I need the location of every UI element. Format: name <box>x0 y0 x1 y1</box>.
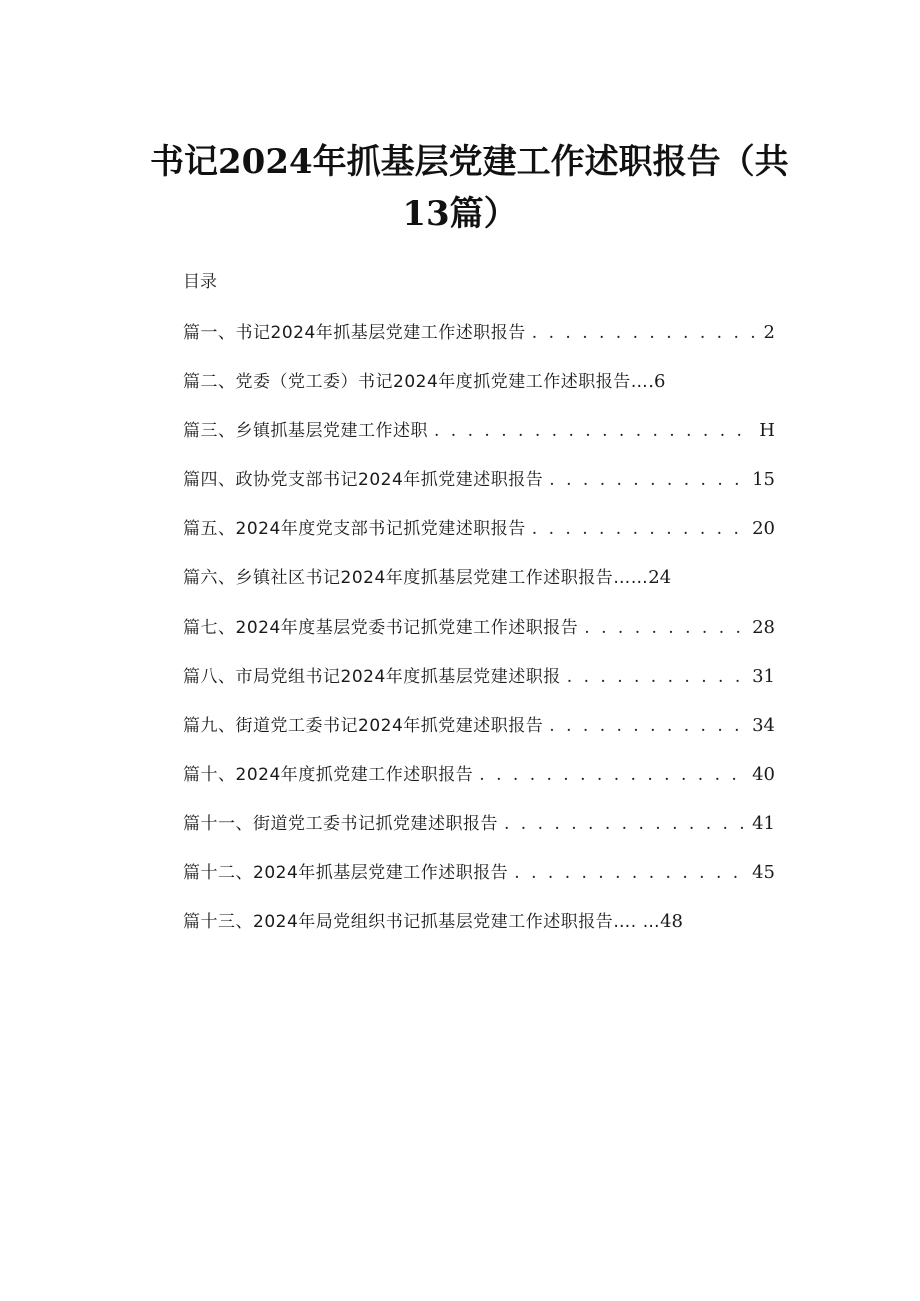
toc-page-number: .6 <box>648 371 666 393</box>
toc-entry-title: 篇七、2024年度基层党委书记抓党建工作述职报告 <box>183 617 579 638</box>
toc-entry[interactable] <box>183 860 775 909</box>
toc-heading: 目录 <box>183 272 217 292</box>
toc-dot-leader <box>532 320 758 346</box>
toc-entry[interactable] <box>183 565 775 614</box>
toc-dot-leader <box>549 713 746 739</box>
toc-entry-title: 篇十二、2024年抓基层党建工作述职报告 <box>183 863 509 884</box>
toc-page-number: 45 <box>752 862 775 884</box>
toc-dot-leader <box>514 860 746 886</box>
toc-page-number: 40 <box>752 763 775 785</box>
toc-page-number: 31 <box>752 665 775 687</box>
toc-page-number: H <box>759 420 775 442</box>
toc-entry-title: 篇十三、2024年局党组织书记抓基层党建工作述职报告…. … <box>183 912 661 933</box>
toc-dot-leader <box>434 418 753 444</box>
toc-page-number: 41 <box>752 812 775 834</box>
toc-entry[interactable] <box>183 320 775 369</box>
toc-entry[interactable] <box>183 467 775 516</box>
toc-entry[interactable] <box>183 909 775 958</box>
document-title <box>150 136 789 240</box>
toc-entry[interactable] <box>183 811 775 860</box>
toc-dot-leader <box>504 811 746 837</box>
toc-dot-leader <box>479 762 746 788</box>
toc-entry[interactable] <box>183 615 775 664</box>
toc-entry[interactable] <box>183 516 775 565</box>
toc-page-number: 15 <box>752 469 775 491</box>
toc-dot-leader <box>567 664 746 690</box>
toc-entry-title: 篇四、政协党支部书记2024年抓党建述职报告 <box>183 470 544 491</box>
title-line-1: 书记2024年抓基层党建工作述职报告（共 <box>150 142 789 182</box>
toc-entry-title: 篇十、2024年度抓党建工作述职报告 <box>183 764 474 785</box>
toc-entry[interactable] <box>183 664 775 713</box>
toc-page-number: 28 <box>752 616 775 638</box>
title-line-2: 13篇） <box>402 194 518 234</box>
toc-entry[interactable] <box>183 713 775 762</box>
toc-entry-title: 篇三、乡镇抓基层党建工作述职 <box>183 421 428 442</box>
toc-entry-title: 篇二、党委（党工委）书记2024年度抓党建工作述职报告… <box>183 372 649 393</box>
toc-entry[interactable] <box>183 418 775 467</box>
toc-entry-title: 篇十一、街道党工委书记抓党建述职报告 <box>183 813 498 834</box>
toc-page-number: 2 <box>763 322 775 343</box>
toc-entry-title: 篇一、书记2024年抓基层党建工作述职报告 <box>183 323 526 343</box>
toc-entry-title: 篇八、市局党组书记2024年度抓基层党建述职报 <box>183 666 561 687</box>
toc-dot-leader <box>584 615 746 641</box>
toc-entry[interactable] <box>183 369 775 418</box>
toc-entry-title: 篇九、街道党工委书记2024年抓党建述职报告 <box>183 715 544 736</box>
toc-entry-title: 篇五、2024年度党支部书记抓党建述职报告 <box>183 519 526 540</box>
toc-page-number: 34 <box>752 714 775 736</box>
toc-entry-title: 篇六、乡镇社区书记2024年度抓基层党建工作述职报告…… <box>183 568 649 589</box>
table-of-contents <box>183 320 775 958</box>
toc-dot-leader <box>549 467 746 493</box>
toc-page-number: 24 <box>648 567 672 589</box>
toc-entry[interactable] <box>183 762 775 811</box>
toc-page-number: 20 <box>752 518 775 540</box>
toc-page-number: 48 <box>660 911 683 933</box>
toc-dot-leader <box>532 516 746 542</box>
